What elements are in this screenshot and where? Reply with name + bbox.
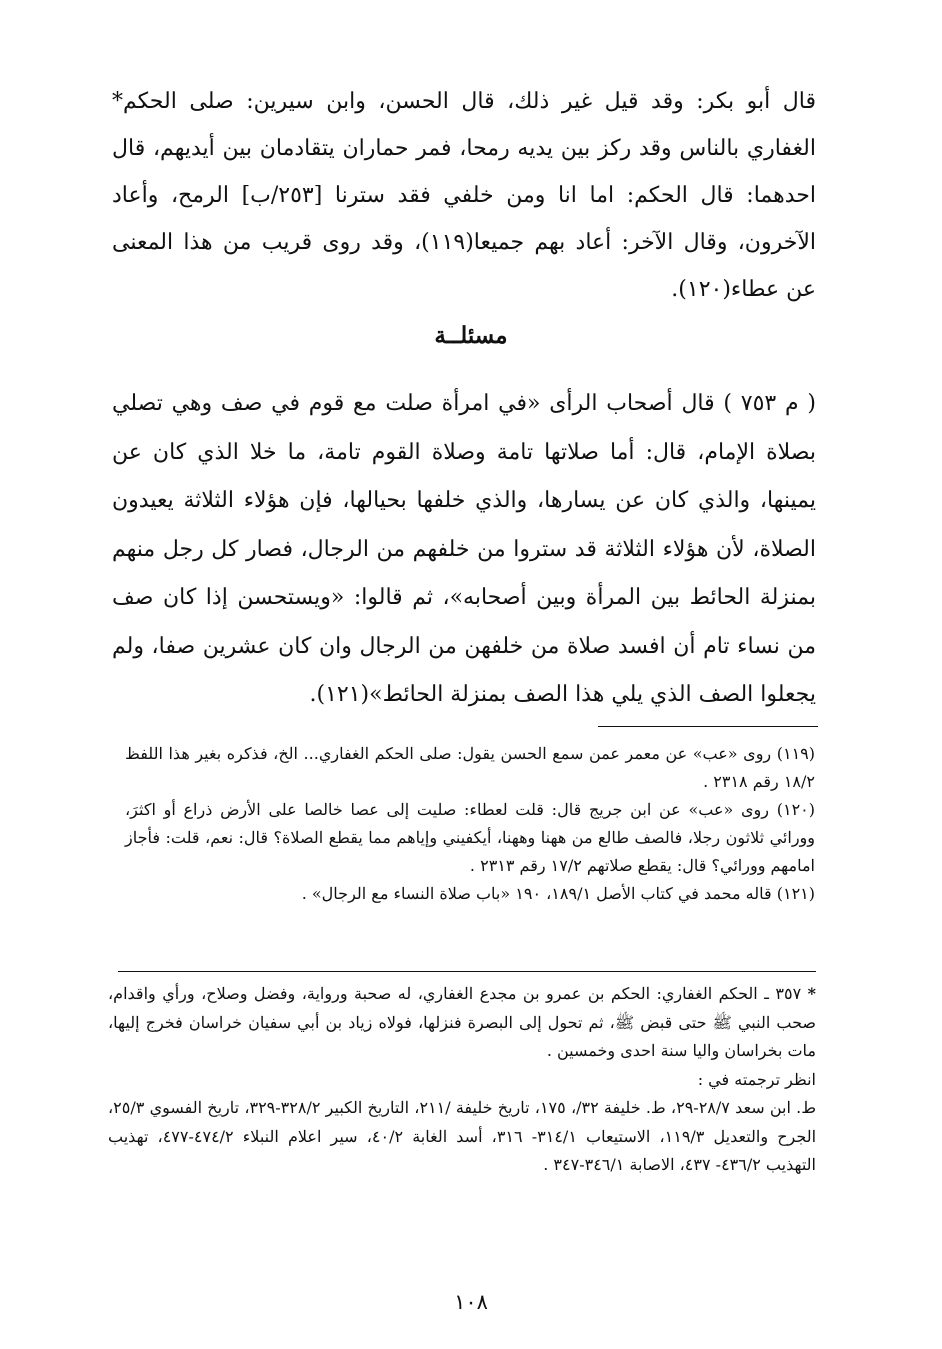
footnotes bbox=[125, 740, 815, 908]
footnote-120: (١٢٠) روى «عب» عن ابن جريج قال: قلت لعطاء: صليت إلى عصا خالصا على الأرض ذراع أو اكثرَ، وورائي ثلاثون رجلا، فالصف طالع من ههنا وههنا، أيكفيني وإياهم مما يقطع الصلاة؟ قال: نعم، قلت: فأجاز امامهم وورائي؟ قال: يقطع صلاتهم ١٧/٢ رقم ٢٣١٣ . bbox=[125, 800, 815, 875]
intro-paragraph bbox=[112, 78, 816, 313]
main-paragraph bbox=[112, 380, 816, 720]
biography-note bbox=[108, 980, 816, 1180]
biography-text: ٣٥٧ ـ الحكم الغفاري: الحكم بن عمرو بن مجدع الغفاري، له صحبة ورواية، وفضل وصلاح، ورأي واقدام، صحب النبي ﷺ حتى قبض ﷺ، ثم تحول إلى البصرة فنزلها، فولاه زياد بن أبي سفيان خراسان فخرج إليها، مات بخراسان واليا سنة احدى وخمسين . bbox=[108, 984, 816, 1060]
biography-entry bbox=[108, 980, 816, 1066]
biography-divider bbox=[118, 971, 816, 972]
biography-see-also: انظر ترجمته في : bbox=[697, 1069, 816, 1089]
asterisk-marker: * bbox=[807, 984, 816, 1003]
footnote-divider bbox=[598, 726, 818, 727]
footnote-119: (١١٩) روى «عب» عن معمر عمن سمع الحسن يقول: صلى الحكم الغفاري... الخ، فذكره بغير هذا اللفظ ١٨/٢ رقم ٢٣١٨ . bbox=[125, 744, 815, 791]
section-heading: مسئلــة bbox=[434, 322, 508, 349]
footnote-121: (١٢١) قاله محمد في كتاب الأصل ١٨٩/١، ١٩٠ «باب صلاة النساء مع الرجال» . bbox=[301, 884, 815, 903]
biography-sources: ط. ابن سعد ٢٨/٧-٢٩، ط. خليفة ٣٢/، ١٧٥، تاريخ خليفة /٢١١، التاريخ الكبير ٣٢٨/٢-٣٢٩، تاريخ الفسوي ٢٥/٣، الجرح والتعديل ١١٩/٣، الاستيعاب ٣١٤/١- ٣١٦، أسد الغابة ٤٠/٢، سير اعلام النبلاء ٤٧٤/٢-٤٧٧، تهذيب التهذيب ٤٣٦/٢- ٤٣٧، الاصابة ٣٤٦/١-٣٤٧ . bbox=[108, 1098, 817, 1174]
intro-text: قال أبو بكر: وقد قيل غير ذلك، قال الحسن، وابن سيرين: صلى الحكم* الغفاري بالناس وقد ركز بين يديه رمحا، فمر حماران يتقادمان بين أيديهم، قال احدهما: قال الحكم: اما انا ومن خلفي فقد سترنا [٢٥٣/ب] الرمح، وأعاد الآخرون، وقال الآخر: أعاد بهم جميعا(١١٩)، وقد روى قريب من هذا المعنى عن عطاء(١٢٠). bbox=[112, 89, 816, 302]
page-number: ١٠٨ bbox=[454, 1290, 488, 1314]
main-text: ( م ٧٥٣ ) قال أصحاب الرأى «في امرأة صلت مع قوم في صف وهي تصلي بصلاة الإمام، قال: أما صلاتها تامة وصلاة القوم تامة، ما خلا الذي كان عن يمينها، والذي كان عن يسارها، والذي خلفها بحيالها، فإن هؤلاء الثلاثة يعيدون الصلاة، لأن هؤلاء الثلاثة قد ستروا من خلفهم من الرجال، فصار كل رجل منهم بمنزلة الحائط بين المرأة وبين أصحابه»، ثم قالوا: «ويستحسن إذا كان صف من نساء تام أن افسد صلاة من خلفهن من الرجال وان كان عشرين صفا، ولم يجعلوا الصف الذي يلي هذا الصف بمنزلة الحائط»(١٢١). bbox=[112, 391, 816, 707]
